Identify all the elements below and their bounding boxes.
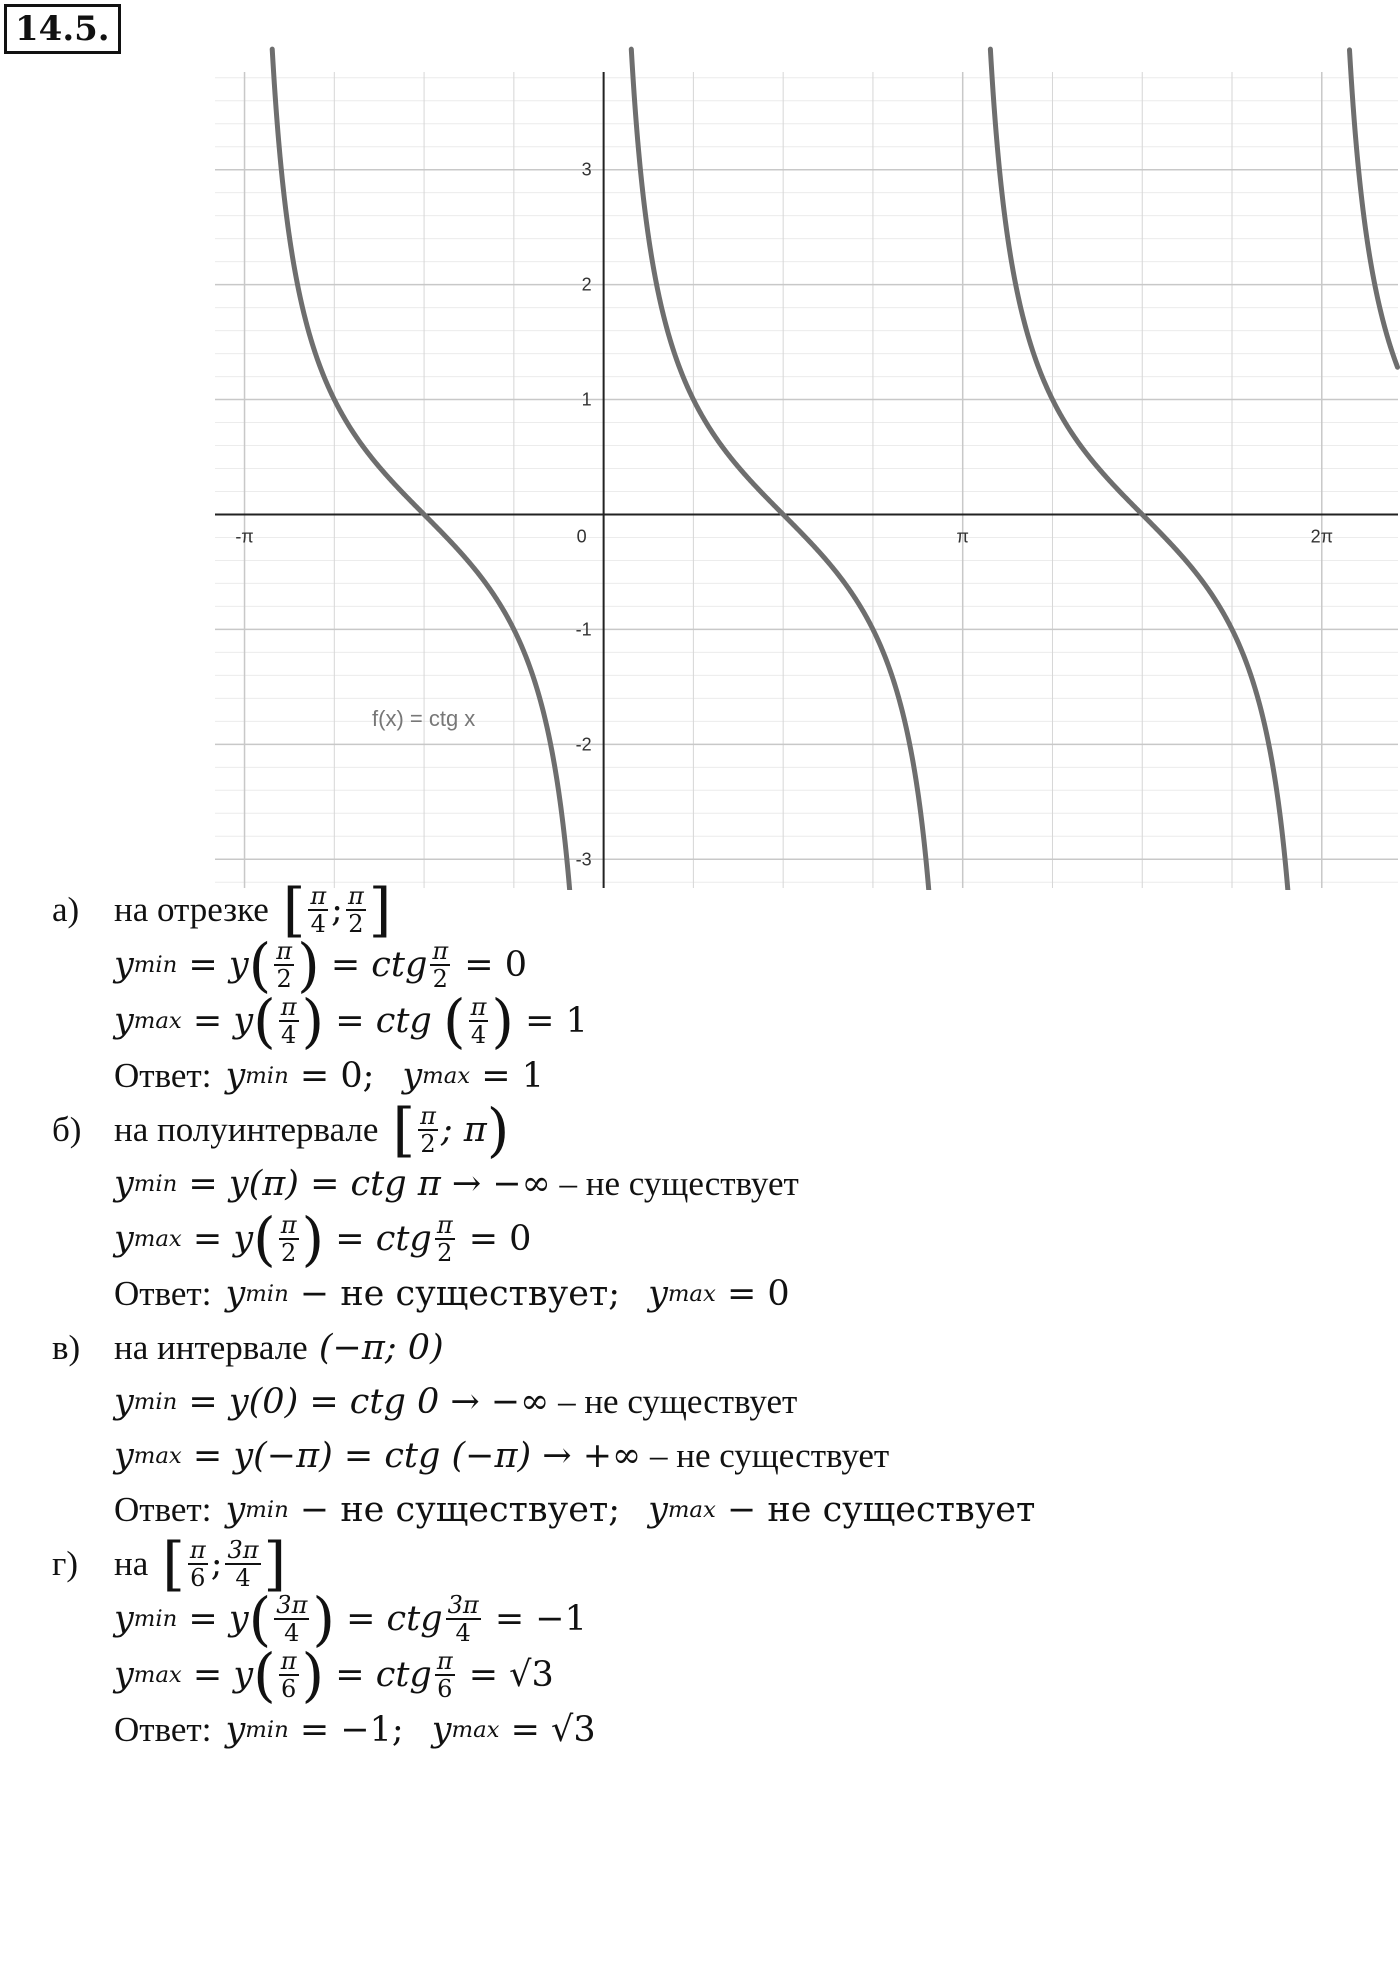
solution xyxy=(52,876,1382,1757)
cotangent-graph xyxy=(0,0,1400,890)
part-v-ymax: y max = y(−π) = ctg (−π) → +∞ – не существует xyxy=(114,1436,890,1476)
y-tick-label: -2 xyxy=(575,734,592,755)
part-a-right-bracket: ] xyxy=(368,876,392,944)
part-a-answer: Ответ: y min = 0; y max = 1 xyxy=(114,1056,544,1096)
ctg-curves xyxy=(272,49,1397,890)
part-g-answer: Ответ: y min = −1; y max = √3 xyxy=(114,1710,596,1750)
part-a-ymin: y min = y ( π 2 ) = ctg $\frac{\pi}{2}$ = 0 xyxy=(114,931,528,999)
part-g-ymax: y max = y ( π 6 ) = ctg $\frac{\pi}{6}$ = √3 xyxy=(114,1641,554,1709)
part-g-header: г) на [ π 6 ; 3π 4 ] xyxy=(52,1530,287,1598)
part-v-ymin: y min = y(0) = ctg 0 → −∞ – не существует xyxy=(114,1382,798,1422)
part-a-label: а) xyxy=(52,890,80,929)
y-tick-label: -1 xyxy=(575,619,592,640)
part-b-ymin: y min = y(π) = ctg π → −∞ – не существует xyxy=(114,1164,799,1204)
part-b-header: б) на полуинтервале [ π 2 ; π ) xyxy=(52,1096,510,1164)
x-tick-label: 0 xyxy=(576,526,587,547)
part-a-upper-bound: π 2 xyxy=(347,882,364,938)
part-a-text: на отрезке xyxy=(114,890,269,929)
x-tick-label: π xyxy=(956,526,969,547)
y-tick-label: 2 xyxy=(581,274,592,295)
ctg-branch xyxy=(1350,50,1398,367)
y-tick-label: 1 xyxy=(581,389,592,410)
ctg-branch xyxy=(272,49,571,890)
ctg-branch xyxy=(631,49,930,890)
part-b-text: на полуинтервале xyxy=(114,1110,379,1149)
part-v-answer: Ответ: y min − не существует; y max − не существует xyxy=(114,1490,1036,1530)
part-a-ymax: y max = y ( π 4 ) = ctg ( π 4 ) = 1 xyxy=(114,987,588,1055)
y-tick-label: 3 xyxy=(581,159,592,180)
problem-number: 14.5. xyxy=(4,4,121,54)
part-b-answer: Ответ: y min − не существует; y max = 0 xyxy=(114,1274,790,1314)
part-g-label: г) xyxy=(52,1544,79,1583)
part-g-ymin: y min = y ( 3π 4 ) = ctg $\frac{3\pi}{4}$ = −1 xyxy=(114,1585,587,1653)
part-b-ymax: y max = y ( π 2 ) = ctg $\frac{\pi}{2}$ = 0 xyxy=(114,1205,532,1273)
part-a-header: а) на отрезке [ π 4 ; π 2 ] xyxy=(52,876,392,944)
part-v-header: в) на интервале (−π; 0) xyxy=(52,1328,444,1368)
part-b-label: б) xyxy=(52,1110,82,1149)
part-v-label: в) xyxy=(52,1328,81,1367)
part-a-lower-bound: π 4 xyxy=(310,882,327,938)
y-tick-label: -3 xyxy=(575,849,592,870)
part-a-left-bracket: [ xyxy=(282,876,306,944)
x-tick-label: -π xyxy=(235,526,254,547)
function-label: f(x) = ctg x xyxy=(372,706,476,731)
ctg-branch xyxy=(990,49,1289,890)
x-tick-label: 2π xyxy=(1310,526,1334,547)
